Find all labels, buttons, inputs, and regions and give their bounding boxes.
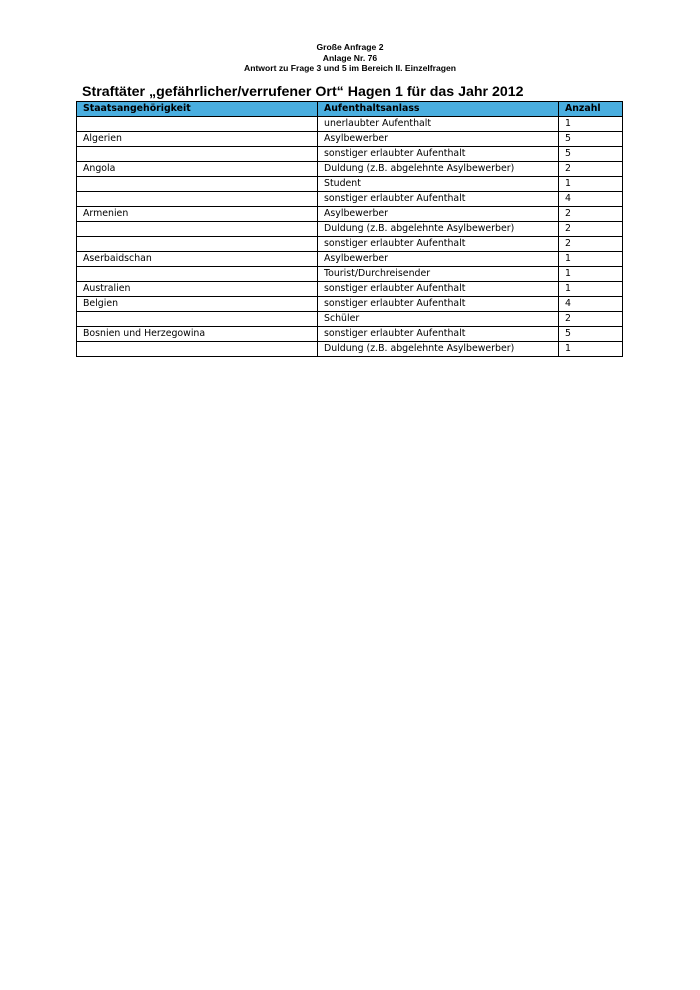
cell-count: 2 bbox=[559, 237, 623, 252]
cell-residence-reason: sonstiger erlaubter Aufenthalt bbox=[318, 237, 559, 252]
cell-nationality bbox=[77, 177, 318, 192]
table-row bbox=[77, 162, 623, 177]
table-row bbox=[77, 117, 623, 132]
column-header-count: Anzahl bbox=[559, 102, 623, 117]
cell-nationality bbox=[77, 237, 318, 252]
cell-nationality: Belgien bbox=[77, 297, 318, 312]
table-row bbox=[77, 327, 623, 342]
offenders-table bbox=[76, 101, 623, 357]
table-row bbox=[77, 282, 623, 297]
cell-nationality: Bosnien und Herzegowina bbox=[77, 327, 318, 342]
table-row bbox=[77, 252, 623, 267]
table-row bbox=[77, 132, 623, 147]
cell-residence-reason: sonstiger erlaubter Aufenthalt bbox=[318, 282, 559, 297]
cell-residence-reason: Duldung (z.B. abgelehnte Asylbewerber) bbox=[318, 342, 559, 357]
document-header bbox=[0, 42, 700, 74]
cell-residence-reason: Asylbewerber bbox=[318, 252, 559, 267]
cell-nationality bbox=[77, 312, 318, 327]
cell-nationality: Australien bbox=[77, 282, 318, 297]
table-row bbox=[77, 177, 623, 192]
column-header-residence-reason: Aufenthaltsanlass bbox=[318, 102, 559, 117]
cell-nationality: Angola bbox=[77, 162, 318, 177]
cell-count: 2 bbox=[559, 162, 623, 177]
cell-nationality: Armenien bbox=[77, 207, 318, 222]
cell-count: 4 bbox=[559, 192, 623, 207]
table-row bbox=[77, 147, 623, 162]
table-row bbox=[77, 312, 623, 327]
cell-nationality bbox=[77, 267, 318, 282]
cell-count: 1 bbox=[559, 252, 623, 267]
table-row bbox=[77, 267, 623, 282]
cell-residence-reason: unerlaubter Aufenthalt bbox=[318, 117, 559, 132]
table-row bbox=[77, 297, 623, 312]
cell-count: 4 bbox=[559, 297, 623, 312]
cell-count: 2 bbox=[559, 207, 623, 222]
header-attachment-number: Anlage Nr. 76 bbox=[322, 52, 378, 63]
table-row bbox=[77, 237, 623, 252]
cell-nationality bbox=[77, 117, 318, 132]
cell-nationality: Aserbaidschan bbox=[77, 252, 318, 267]
table-body bbox=[77, 117, 623, 357]
cell-residence-reason: sonstiger erlaubter Aufenthalt bbox=[318, 192, 559, 207]
cell-nationality bbox=[77, 147, 318, 162]
cell-count: 1 bbox=[559, 117, 623, 132]
column-header-nationality: Staatsangehörigkeit bbox=[77, 102, 318, 117]
cell-count: 1 bbox=[559, 267, 623, 282]
cell-residence-reason: sonstiger erlaubter Aufenthalt bbox=[318, 327, 559, 342]
cell-count: 5 bbox=[559, 327, 623, 342]
header-answer-reference: Antwort zu Frage 3 und 5 im Bereich II. Einzelfragen bbox=[243, 63, 456, 74]
header-inquiry: Große Anfrage 2 bbox=[316, 42, 384, 52]
cell-residence-reason: Student bbox=[318, 177, 559, 192]
cell-residence-reason: Tourist/Durchreisender bbox=[318, 267, 559, 282]
table-row bbox=[77, 207, 623, 222]
cell-nationality bbox=[77, 192, 318, 207]
table-row bbox=[77, 342, 623, 357]
cell-residence-reason: Duldung (z.B. abgelehnte Asylbewerber) bbox=[318, 222, 559, 237]
cell-residence-reason: Duldung (z.B. abgelehnte Asylbewerber) bbox=[318, 162, 559, 177]
cell-residence-reason: Asylbewerber bbox=[318, 132, 559, 147]
cell-count: 1 bbox=[559, 177, 623, 192]
cell-nationality: Algerien bbox=[77, 132, 318, 147]
cell-nationality bbox=[77, 222, 318, 237]
table-row bbox=[77, 192, 623, 207]
table-header-row bbox=[77, 102, 623, 117]
cell-nationality bbox=[77, 342, 318, 357]
cell-residence-reason: sonstiger erlaubter Aufenthalt bbox=[318, 297, 559, 312]
table-row bbox=[77, 222, 623, 237]
cell-count: 5 bbox=[559, 147, 623, 162]
cell-count: 2 bbox=[559, 222, 623, 237]
document-title: Straftäter „gefährlicher/verrufener Ort“ Hagen 1 für das Jahr 2012 bbox=[82, 84, 524, 100]
cell-residence-reason: sonstiger erlaubter Aufenthalt bbox=[318, 147, 559, 162]
cell-count: 5 bbox=[559, 132, 623, 147]
cell-count: 1 bbox=[559, 342, 623, 357]
cell-count: 1 bbox=[559, 282, 623, 297]
cell-residence-reason: Asylbewerber bbox=[318, 207, 559, 222]
cell-count: 2 bbox=[559, 312, 623, 327]
cell-residence-reason: Schüler bbox=[318, 312, 559, 327]
